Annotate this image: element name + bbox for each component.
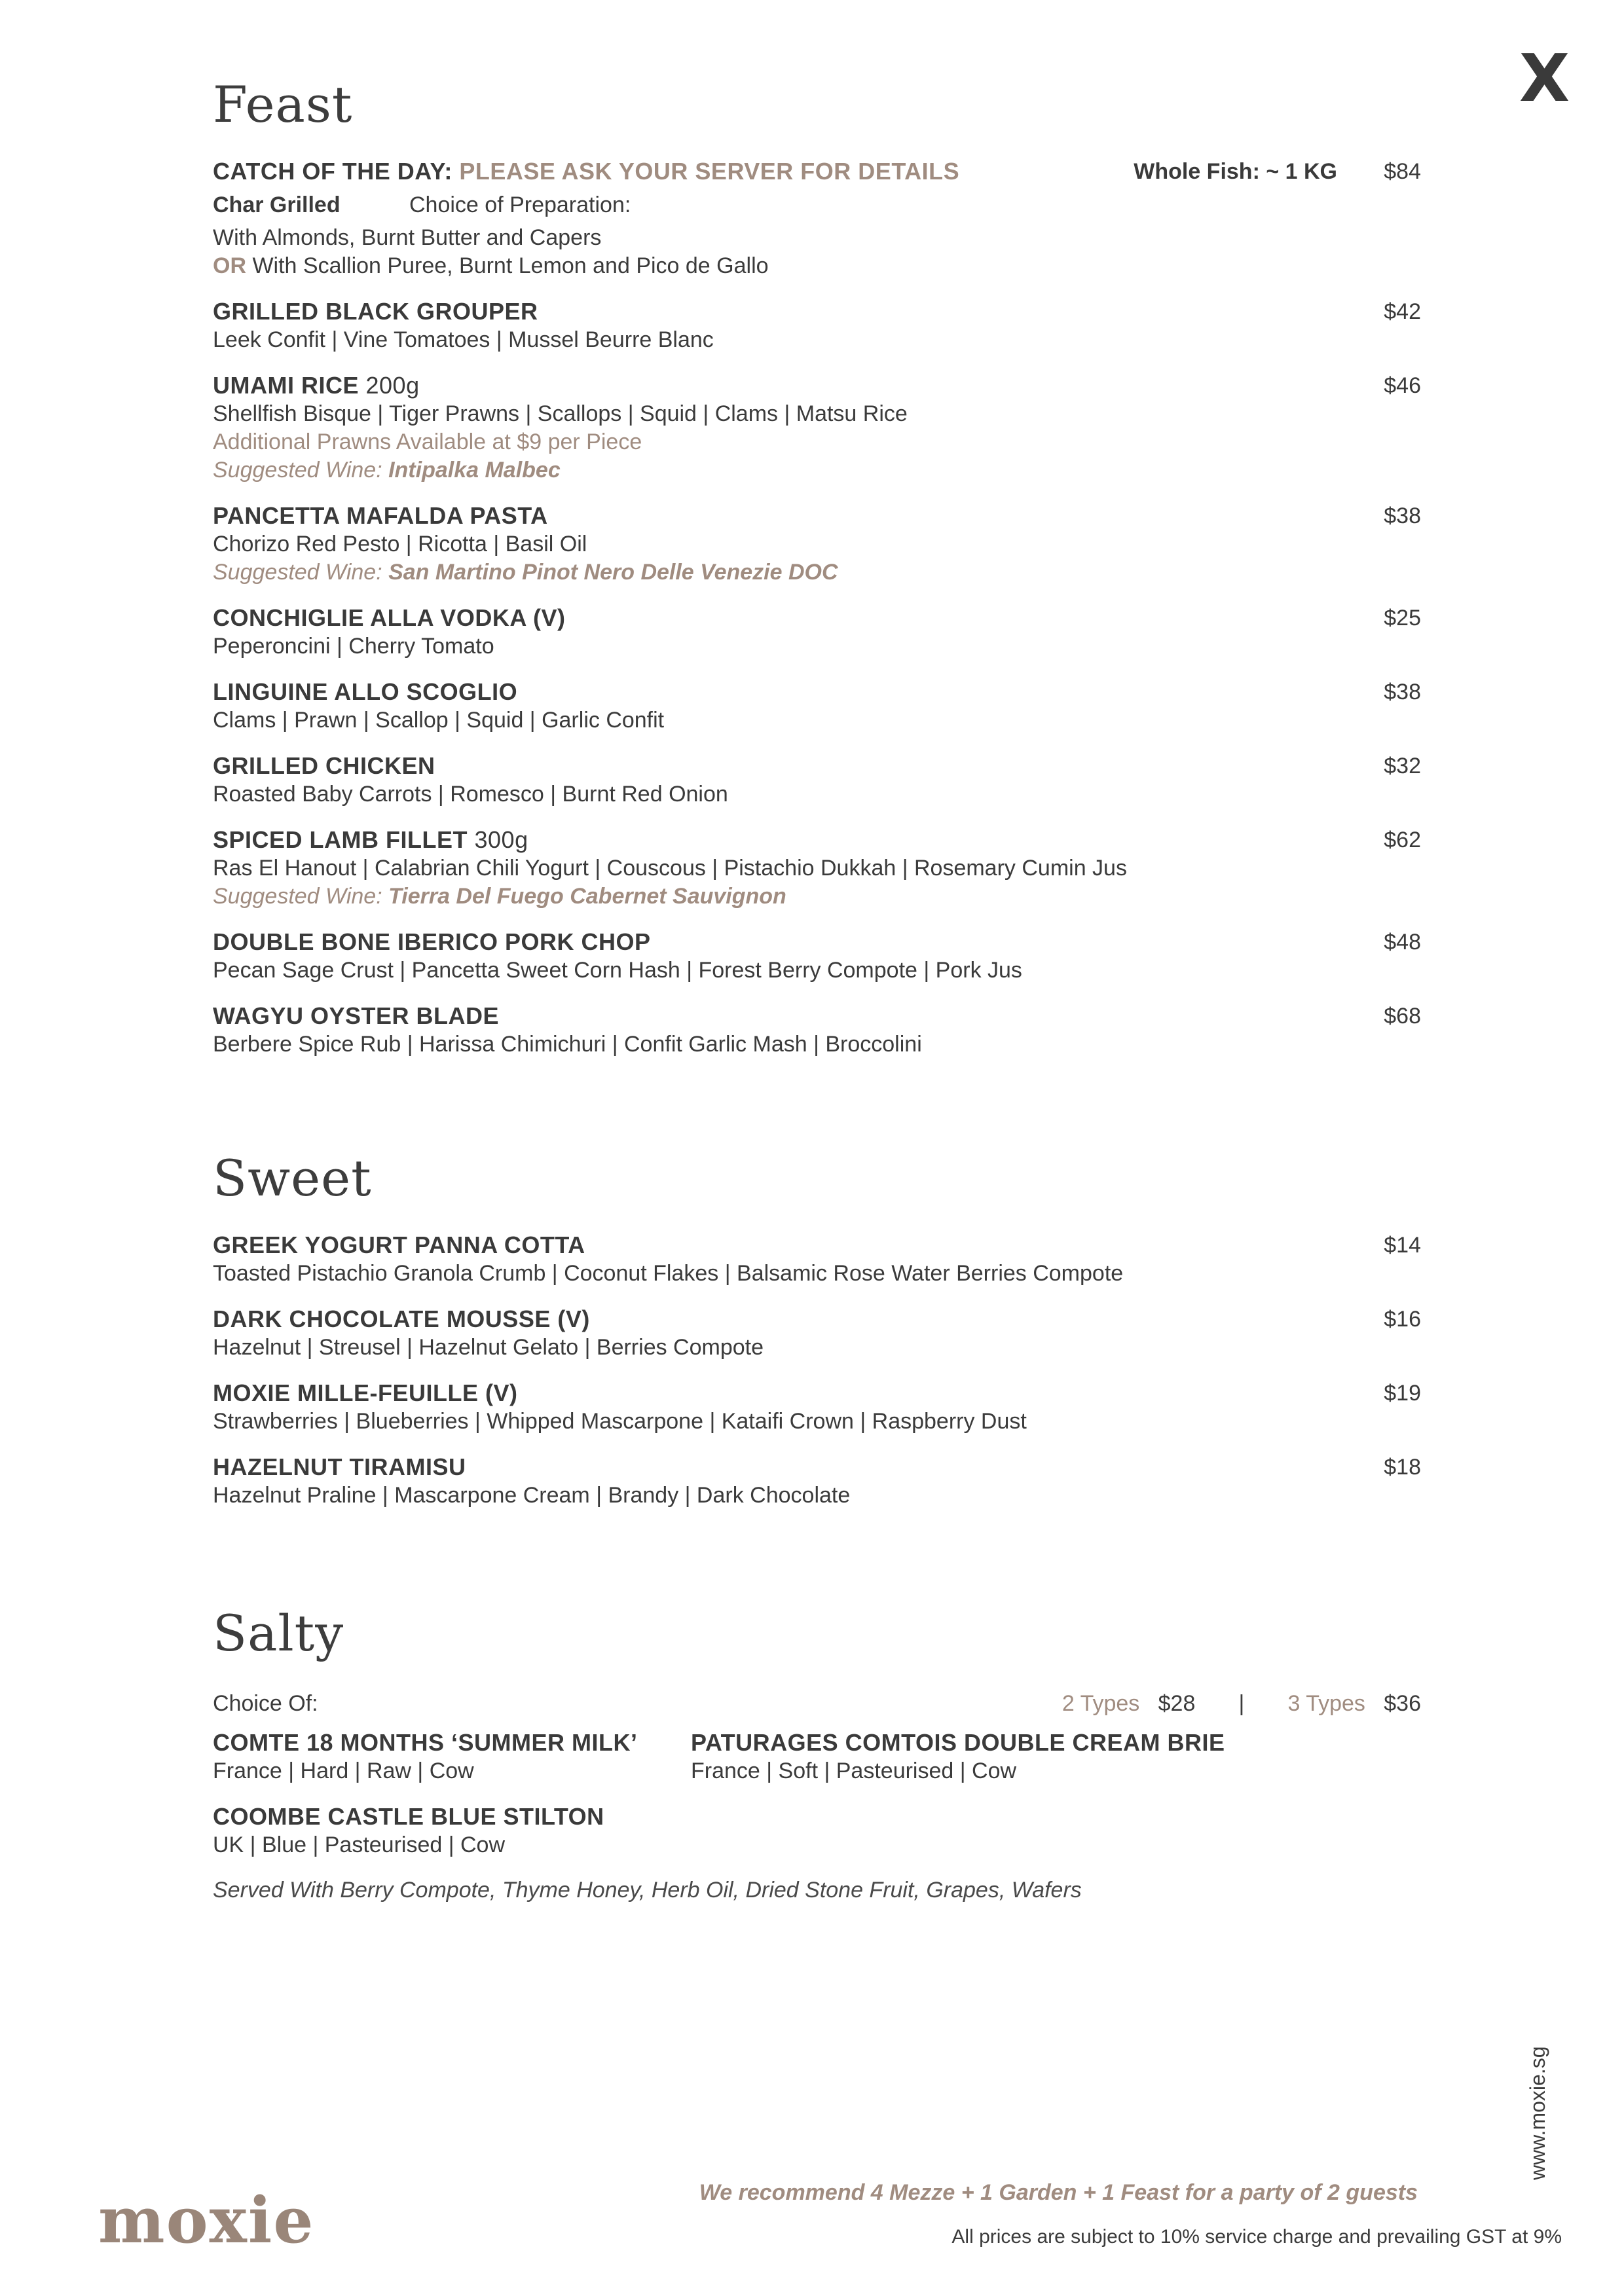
item-name: DOUBLE BONE IBERICO PORK CHOP <box>213 928 651 955</box>
served-with-note: Served With Berry Compote, Thyme Honey, Herb Oil, Dried Stone Fruit, Grapes, Wafers <box>213 1878 1082 1903</box>
item-name: HAZELNUT TIRAMISU <box>213 1453 466 1480</box>
item-description: Peperoncini | Cherry Tomato <box>213 634 494 659</box>
salty-pricing <box>213 1689 1421 1728</box>
menu-item-tiramisu <box>213 1453 1421 1510</box>
item-name: LINGUINE ALLO SCOGLIO <box>213 678 518 705</box>
menu-item-chicken <box>213 752 1421 809</box>
item-name: MOXIE MILLE-FEUILLE (V) <box>213 1379 518 1406</box>
item-description: France | Hard | Raw | Cow <box>213 1758 474 1783</box>
moxie-logo: moxie <box>98 2183 315 2257</box>
close-icon[interactable]: X <box>1519 40 1570 117</box>
item-name: COOMBE CASTLE BLUE STILTON <box>213 1803 604 1830</box>
item-price: $42 <box>1384 299 1421 324</box>
item-price: $19 <box>1384 1381 1421 1406</box>
item-description: Strawberries | Blueberries | Whipped Mascarpone | Kataifi Crown | Raspberry Dust <box>213 1409 1027 1434</box>
item-description: Hazelnut Praline | Mascarpone Cream | Brandy | Dark Chocolate <box>213 1483 851 1508</box>
item-name: DARK CHOCOLATE MOUSSE (V) <box>213 1305 590 1332</box>
whole-fish-label: Whole Fish: ~ 1 KG <box>1134 159 1337 184</box>
salty-menu <box>213 1689 1421 1904</box>
item-description: UK | Blue | Pasteurised | Cow <box>213 1832 506 1857</box>
item-price: $48 <box>1384 930 1421 955</box>
item-name: PANCETTA MAFALDA PASTA <box>213 502 548 529</box>
feast-title: Feast <box>213 75 353 134</box>
catch-method: Char Grilled <box>213 192 341 217</box>
menu-item-panna-cotta <box>213 1231 1421 1288</box>
item-price: $14 <box>1384 1233 1421 1258</box>
three-types-price: $36 <box>1384 1691 1421 1716</box>
item-name: UMAMI RICE 200g <box>213 372 420 399</box>
price-disclaimer: All prices are subject to 10% service charge and prevailing GST at 9% <box>951 2226 1562 2248</box>
item-name: COMTE 18 MONTHS ‘SUMMER MILK’ <box>213 1729 638 1756</box>
menu-item-lamb <box>213 826 1421 911</box>
item-price: $32 <box>1384 754 1421 778</box>
item-price: $25 <box>1384 606 1421 630</box>
choice-label: Choice Of: <box>213 1691 318 1716</box>
suggested-wine: Suggested Wine: Intipalka Malbec <box>213 458 561 483</box>
item-price: $62 <box>1384 828 1421 852</box>
price-separator: | <box>1238 1691 1245 1716</box>
menu-item-mousse <box>213 1305 1421 1362</box>
suggested-wine: Suggested Wine: Tierra Del Fuego Cabernet Sauvignon <box>213 884 786 909</box>
cheese-brie <box>691 1728 1225 1785</box>
cheese-comte <box>213 1728 691 1785</box>
menu-item-umami <box>213 371 1421 484</box>
item-name: GRILLED BLACK GROUPER <box>213 298 538 325</box>
catch-choice: Choice of Preparation: <box>409 192 631 217</box>
suggested-wine: Suggested Wine: San Martino Pinot Nero Delle Venezie DOC <box>213 560 838 585</box>
item-description: Leek Confit | Vine Tomatoes | Mussel Beurre Blanc <box>213 327 714 352</box>
catch-option-2: With Scallion Puree, Burnt Lemon and Pico de Gallo <box>246 253 769 278</box>
item-name: CONCHIGLIE ALLA VODKA (V) <box>213 604 566 631</box>
item-name: GREEK YOGURT PANNA COTTA <box>213 1231 585 1258</box>
cheese-stilton <box>213 1802 691 1859</box>
two-types-label: 2 Types <box>1061 1691 1140 1716</box>
item-description: Clams | Prawn | Scallop | Squid | Garlic Confit <box>213 708 665 733</box>
menu-item-catch <box>213 157 1421 280</box>
menu-item-pancetta <box>213 501 1421 587</box>
salty-title: Salty <box>213 1604 344 1662</box>
item-description: Chorizo Red Pesto | Ricotta | Basil Oil <box>213 532 587 556</box>
three-types-label: 3 Types <box>1287 1691 1365 1716</box>
item-description: Roasted Baby Carrots | Romesco | Burnt Red Onion <box>213 782 728 807</box>
menu-item-grouper <box>213 297 1421 354</box>
item-name: GRILLED CHICKEN <box>213 752 435 779</box>
item-description: Toasted Pistachio Granola Crumb | Coconut Flakes | Balsamic Rose Water Berries Compote <box>213 1261 1124 1286</box>
item-price: $46 <box>1384 373 1421 398</box>
item-price: $16 <box>1384 1307 1421 1332</box>
menu-item-pork <box>213 928 1421 985</box>
item-description: France | Soft | Pasteurised | Cow <box>691 1758 1017 1783</box>
item-name: SPICED LAMB FILLET 300g <box>213 826 528 853</box>
item-price: $38 <box>1384 680 1421 704</box>
item-price: $68 <box>1384 1004 1421 1029</box>
item-price: $84 <box>1384 159 1421 184</box>
recommendation-note: We recommend 4 Mezze + 1 Garden + 1 Feast for a party of 2 guests <box>699 2180 1418 2205</box>
sweet-title: Sweet <box>213 1149 372 1207</box>
item-note: Additional Prawns Available at $9 per Piece <box>213 429 642 454</box>
two-types-price: $28 <box>1158 1691 1196 1716</box>
website-link[interactable]: www.moxie.sg <box>1526 2046 1549 2180</box>
item-name: PATURAGES COMTOIS DOUBLE CREAM BRIE <box>691 1729 1225 1756</box>
item-description: Berbere Spice Rub | Harissa Chimichuri | Confit Garlic Mash | Broccolini <box>213 1032 922 1057</box>
or-label: OR <box>213 253 246 278</box>
catch-label: CATCH OF THE DAY: <box>213 158 460 185</box>
catch-details: PLEASE ASK YOUR SERVER FOR DETAILS <box>459 158 960 185</box>
item-price: $18 <box>1384 1455 1421 1480</box>
menu-item-linguine <box>213 678 1421 735</box>
menu-item-mille-feuille <box>213 1379 1421 1436</box>
item-description: Pecan Sage Crust | Pancetta Sweet Corn Hash | Forest Berry Compote | Pork Jus <box>213 958 1022 983</box>
item-description: Hazelnut | Streusel | Hazelnut Gelato | Berries Compote <box>213 1335 764 1360</box>
catch-option-1: With Almonds, Burnt Butter and Capers <box>213 225 602 250</box>
feast-menu <box>213 157 1421 1076</box>
menu-item-conchiglie <box>213 604 1421 661</box>
item-description: Ras El Hanout | Calabrian Chili Yogurt | Couscous | Pistachio Dukkah | Rosemary Cumin Jus <box>213 856 1127 881</box>
sweet-menu <box>213 1231 1421 1527</box>
item-name: WAGYU OYSTER BLADE <box>213 1002 500 1029</box>
item-price: $38 <box>1384 503 1421 528</box>
menu-item-wagyu <box>213 1002 1421 1059</box>
item-description: Shellfish Bisque | Tiger Prawns | Scallops | Squid | Clams | Matsu Rice <box>213 401 908 426</box>
